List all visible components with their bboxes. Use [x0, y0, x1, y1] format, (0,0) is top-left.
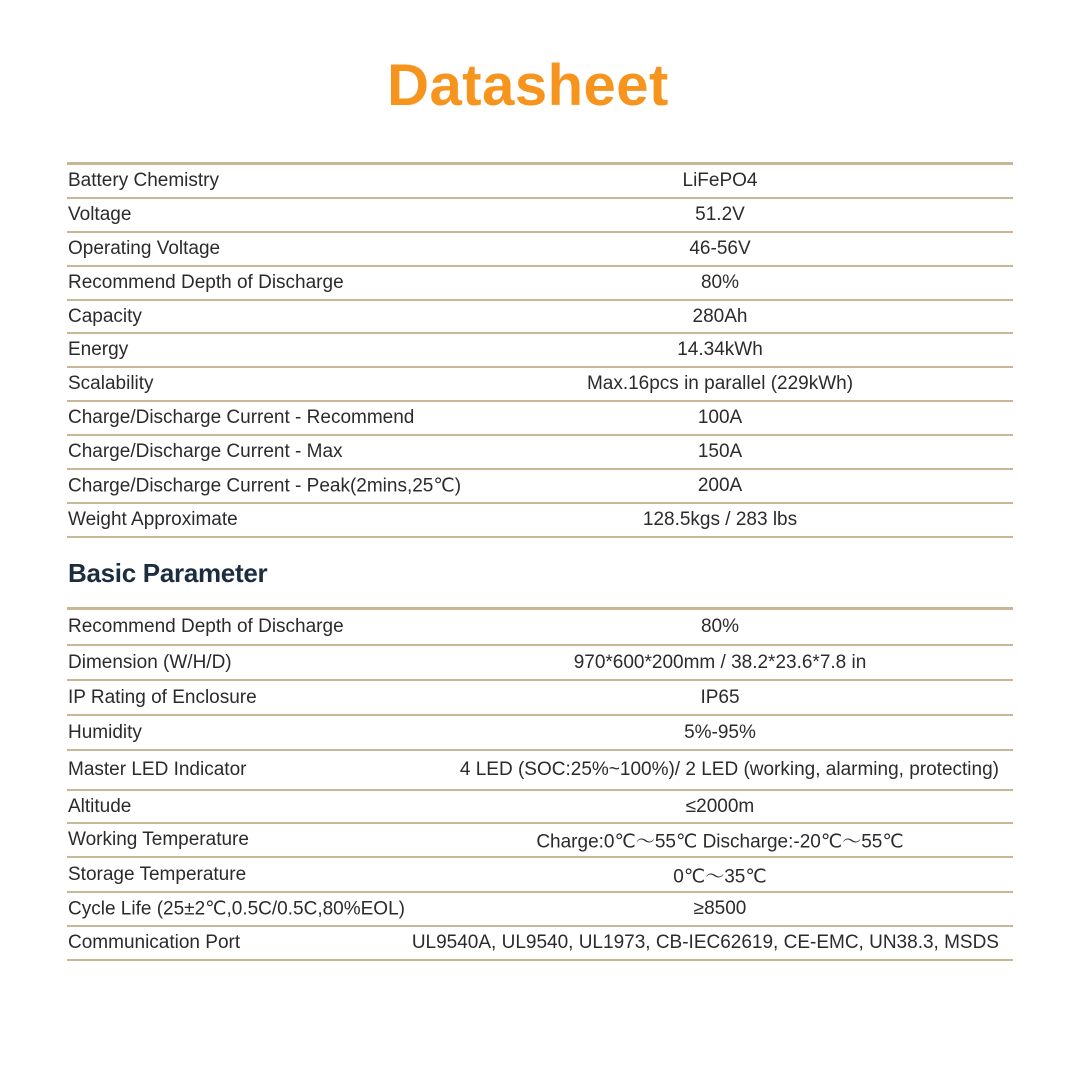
- row-label: Storage Temperature: [68, 863, 247, 885]
- section-heading: Basic Parameter: [68, 558, 268, 588]
- row-value: 150A: [697, 441, 743, 463]
- row-label: Battery Chemistry: [68, 169, 219, 191]
- row-label: Recommend Depth of Discharge: [68, 616, 344, 637]
- table-row: [67, 267, 1013, 301]
- table-row: [67, 791, 1013, 824]
- row-label: Operating Voltage: [68, 237, 221, 259]
- row-value: Charge:0℃～55℃ Discharge:-20℃～55℃: [536, 831, 904, 853]
- row-value: 80%: [700, 616, 740, 637]
- row-value: ≤2000m: [685, 795, 755, 817]
- basic-parameter-table: [67, 607, 1013, 961]
- table-row: [67, 858, 1013, 893]
- table-row: [67, 610, 1013, 646]
- row-value: 14.34kWh: [677, 339, 763, 361]
- row-label: Recommend Depth of Discharge: [68, 271, 344, 293]
- row-value: 51.2V: [695, 203, 745, 225]
- row-value: 4 LED (SOC:25%~100%)/ 2 LED (working, alarming, protecting): [459, 759, 999, 780]
- row-value: 0℃～35℃: [673, 866, 767, 887]
- row-value: Max.16pcs in parallel (229kWh): [586, 373, 854, 395]
- row-value: IP65: [700, 686, 740, 708]
- table-row: [67, 681, 1013, 716]
- row-label: Master LED Indicator: [68, 759, 247, 780]
- row-value: 280Ah: [692, 305, 748, 327]
- table-row: [67, 470, 1013, 504]
- row-label: Cycle Life (25±2℃,0.5C/0.5C,80%EOL): [68, 898, 405, 920]
- row-label: Altitude: [68, 795, 132, 817]
- row-value: 200A: [697, 474, 743, 496]
- row-label: Working Temperature: [68, 829, 249, 850]
- row-label: Charge/Discharge Current - Max: [68, 441, 343, 463]
- table-row: [67, 927, 1013, 961]
- row-value: ≥8500: [693, 898, 747, 919]
- table-row: [67, 199, 1013, 233]
- row-label: Charge/Discharge Current - Peak(2mins,25℃): [68, 475, 462, 497]
- row-label: Humidity: [68, 721, 142, 743]
- table-row: [67, 233, 1013, 267]
- row-value: 46-56V: [689, 237, 751, 259]
- table-row: [67, 301, 1013, 335]
- row-label: Capacity: [68, 305, 142, 327]
- table-row: [67, 646, 1013, 681]
- row-label: Charge/Discharge Current - Recommend: [68, 407, 415, 429]
- row-value: 5%-95%: [684, 721, 756, 743]
- table-row: [67, 893, 1013, 927]
- row-label: Communication Port: [68, 932, 241, 953]
- table-row: [67, 436, 1013, 470]
- row-value: 128.5kgs / 283 lbs: [642, 508, 798, 530]
- row-label: IP Rating of Enclosure: [68, 686, 257, 708]
- datasheet-table: [67, 162, 1013, 538]
- row-value: LiFePO4: [682, 169, 758, 191]
- page-title: Datasheet: [387, 53, 669, 118]
- table-row: [67, 751, 1013, 791]
- table-row: [67, 334, 1013, 368]
- table-row: [67, 165, 1013, 199]
- table-row: [67, 824, 1013, 858]
- row-value: UL9540A, UL9540, UL1973, CB-IEC62619, CE-EMC, UN38.3, MSDS: [411, 932, 999, 953]
- table-row: [67, 368, 1013, 402]
- row-label: Voltage: [68, 203, 132, 225]
- row-value: 80%: [700, 271, 740, 293]
- row-value: 970*600*200mm / 38.2*23.6*7.8 in: [573, 651, 867, 673]
- table-row: [67, 504, 1013, 538]
- row-label: Weight Approximate: [68, 508, 238, 530]
- row-label: Energy: [68, 339, 129, 361]
- row-label: Dimension (W/H/D): [68, 651, 232, 673]
- row-label: Scalability: [68, 373, 154, 395]
- table-row: [67, 402, 1013, 436]
- row-value: 100A: [697, 407, 743, 429]
- table-row: [67, 716, 1013, 751]
